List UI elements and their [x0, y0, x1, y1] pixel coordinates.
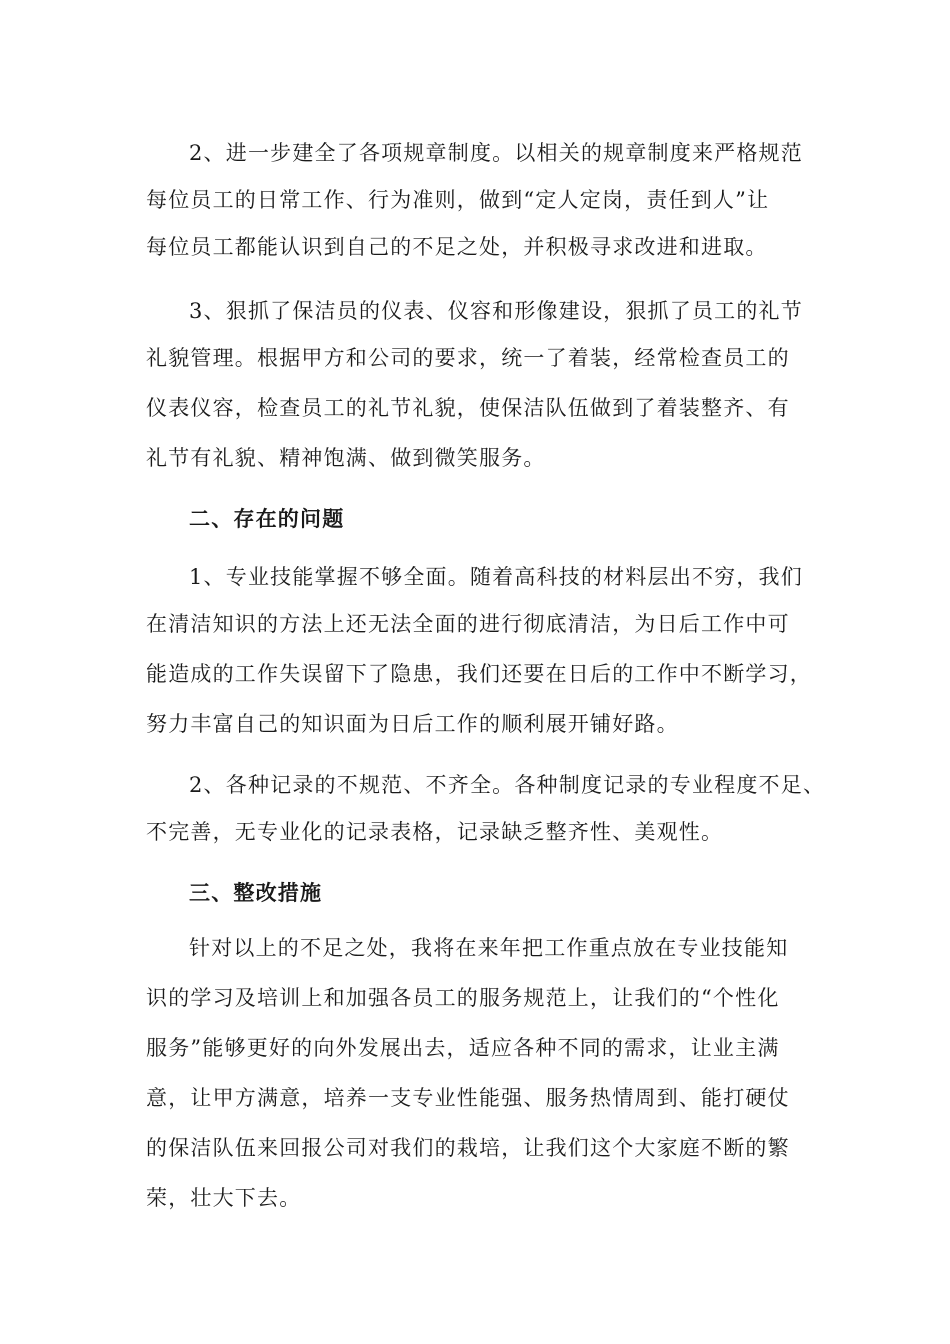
- paragraph-appearance-line-2: 礼貌管理。根据甲方和公司的要求，统一了着装，经常检查员工的: [146, 346, 790, 370]
- paragraph-measures-line-5: 的保洁队伍来回报公司对我们的栽培，让我们这个大家庭不断的繁: [146, 1136, 790, 1160]
- paragraph-skills-line-4: 努力丰富自己的知识面为日后工作的顺利展开铺好路。: [146, 712, 679, 736]
- paragraph-skills-line-2: 在清洁知识的方法上还无法全面的进行彻底清洁，为日后工作中可: [146, 612, 790, 636]
- paragraph-rules-line-3: 每位员工都能认识到自己的不足之处，并积极寻求改进和进取。: [146, 235, 768, 259]
- paragraph-skills-line-3: 能造成的工作失误留下了隐患，我们还要在日后的工作中不断学习，: [146, 662, 812, 686]
- paragraph-measures-line-4: 意，让甲方满意，培养一支专业性能强、服务热情周到、能打硬仗: [146, 1086, 790, 1110]
- section-heading-problems: 二、存在的问题: [189, 507, 345, 531]
- paragraph-records-line-1: 2、各种记录的不规范、不齐全。各种制度记录的专业程度不足、: [189, 773, 826, 797]
- paragraph-appearance-line-1: 3、狠抓了保洁员的仪表、仪容和形像建设，狠抓了员工的礼节: [189, 299, 803, 323]
- paragraph-records-line-2: 不完善，无专业化的记录表格，记录缺乏整齐性、美观性。: [146, 820, 724, 844]
- paragraph-rules-line-2: 每位员工的日常工作、行为准则，做到“定人定岗，责任到人”让: [146, 188, 770, 212]
- paragraph-measures-line-2: 识的学习及培训上和加强各员工的服务规范上，让我们的“个性化: [146, 986, 780, 1010]
- paragraph-appearance-line-3: 仪表仪容，检查员工的礼节礼貌，使保洁队伍做到了着装整齐、有: [146, 396, 790, 420]
- paragraph-rules-line-1: 2、进一步建全了各项规章制度。以相关的规章制度来严格规范: [189, 141, 803, 165]
- paragraph-skills-line-1: 1、专业技能掌握不够全面。随着高科技的材料层出不穷，我们: [189, 565, 803, 589]
- paragraph-appearance-line-4: 礼节有礼貌、精神饱满、做到微笑服务。: [146, 446, 546, 470]
- paragraph-measures-line-3: 服务”能够更好的向外发展出去，适应各种不同的需求，让业主满: [146, 1036, 780, 1060]
- section-heading-measures: 三、整改措施: [189, 881, 323, 905]
- paragraph-measures-line-6: 荣，壮大下去。: [146, 1186, 302, 1210]
- paragraph-measures-line-1: 针对以上的不足之处，我将在来年把工作重点放在专业技能知: [189, 936, 789, 960]
